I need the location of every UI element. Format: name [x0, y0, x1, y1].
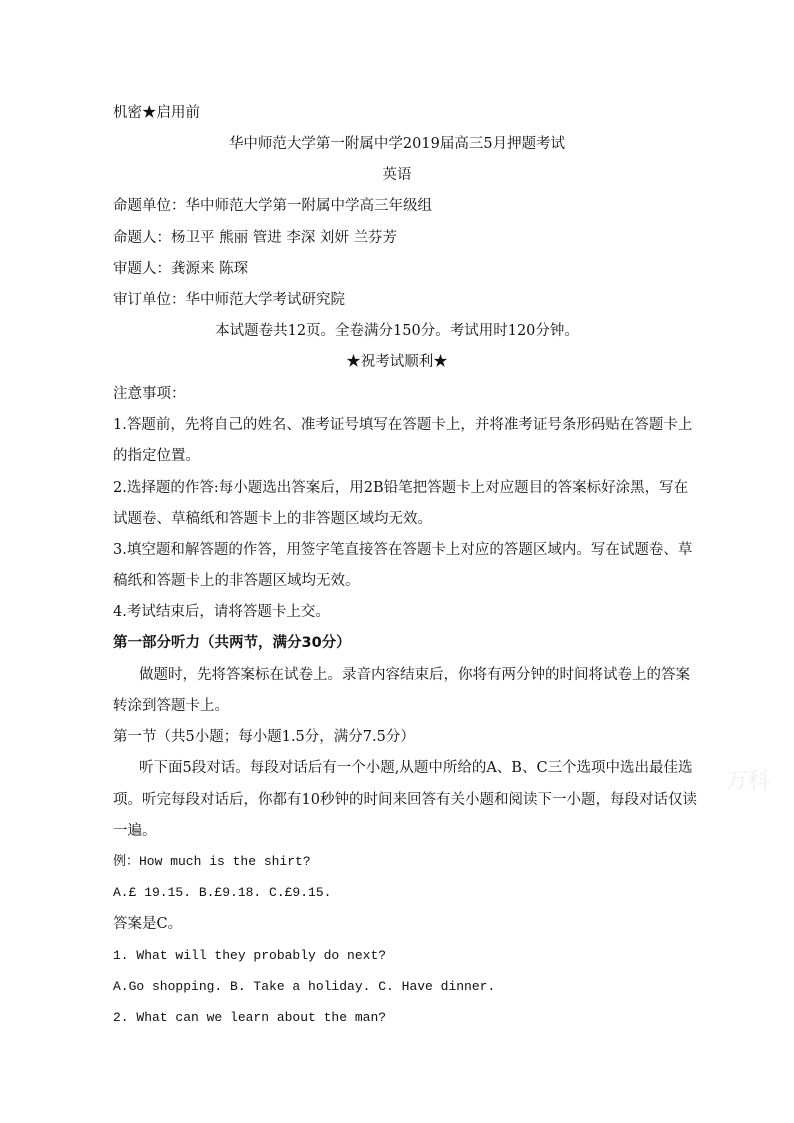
- reviewers-line: 审题人：龚源来 陈琛: [113, 261, 249, 277]
- subject-title: 英语: [382, 167, 412, 183]
- part1-instruction: 做题时，先将答案标在试卷上。录音内容结束后，你将有两分钟的时间将试卷上的答案: [139, 667, 690, 683]
- authors-line: 命题人：杨卫平 熊丽 管进 李深 刘妍 兰芬芳: [113, 230, 398, 246]
- unit-line: 命题单位：华中师范大学第一附属中学高三年级组: [113, 198, 432, 214]
- notes-item: 稿纸和答题卡上的非答题区域均无效。: [113, 573, 360, 589]
- section1-instruction: 项。听完每段对话后，你都有10秒钟的时间来回答有关小题和阅读下一小题，每段对话仅读: [113, 792, 697, 808]
- exam-title: 华中师范大学第一附属中学2019届高三5月押题考试: [228, 136, 566, 152]
- example-answer: 答案是C。: [113, 916, 183, 932]
- notes-item: 的指定位置。: [113, 448, 200, 464]
- wish-line: ★祝考试顺利★: [346, 354, 448, 370]
- notes-item: 4.考试结束后，请将答题卡上交。: [113, 604, 330, 620]
- notes-item: 试题卷、草稿纸和答题卡上的非答题区域均无效。: [113, 511, 432, 527]
- watermark: 万科: [726, 769, 771, 794]
- secret-label: 机密★启用前: [113, 105, 200, 121]
- section1-instruction: 听下面5段对话。每段对话后有一个小题,从题中所给的A、B、C三个选项中选出最佳选: [139, 760, 693, 776]
- example-options: A.£ 19.15. B.£9.18. C.£9.15.: [113, 885, 332, 900]
- notes-item: 3.填空题和解答题的作答，用签字笔直接答在答题卡上对应的答题区域内。写在试题卷、草: [113, 542, 693, 558]
- section1-instruction: 一遍。: [113, 823, 157, 839]
- section1-heading: 第一节（共5小题；每小题1.5分，满分7.5分）: [113, 729, 415, 745]
- question-2: 2. What can we learn about the man?: [113, 1010, 387, 1025]
- part1-heading: 第一部分听力（共两节，满分30分）: [113, 635, 351, 651]
- notes-item: 1.答题前，先将自己的姓名、准考证号填写在答题卡上，并将准考证号条形码贴在答题卡上: [113, 417, 693, 433]
- part1-instruction: 转涂到答题卡上。: [113, 698, 229, 714]
- notes-item: 2.选择题的作答:每小题选出答案后，用2B铅笔把答题卡上对应题目的答案标好涂黑，写在: [113, 480, 689, 496]
- notes-heading: 注意事项：: [113, 386, 186, 402]
- review-unit-line: 审订单位：华中师范大学考试研究院: [113, 292, 345, 308]
- question-1: 1. What will they probably do next?: [113, 948, 387, 963]
- example-question: 例：How much is the shirt?: [113, 854, 311, 869]
- summary-line: 本试题卷共12页。全卷满分150分。考试用时120分钟。: [215, 323, 579, 339]
- question-1-options: A.Go shopping. B. Take a holiday. C. Have dinner.: [113, 979, 496, 994]
